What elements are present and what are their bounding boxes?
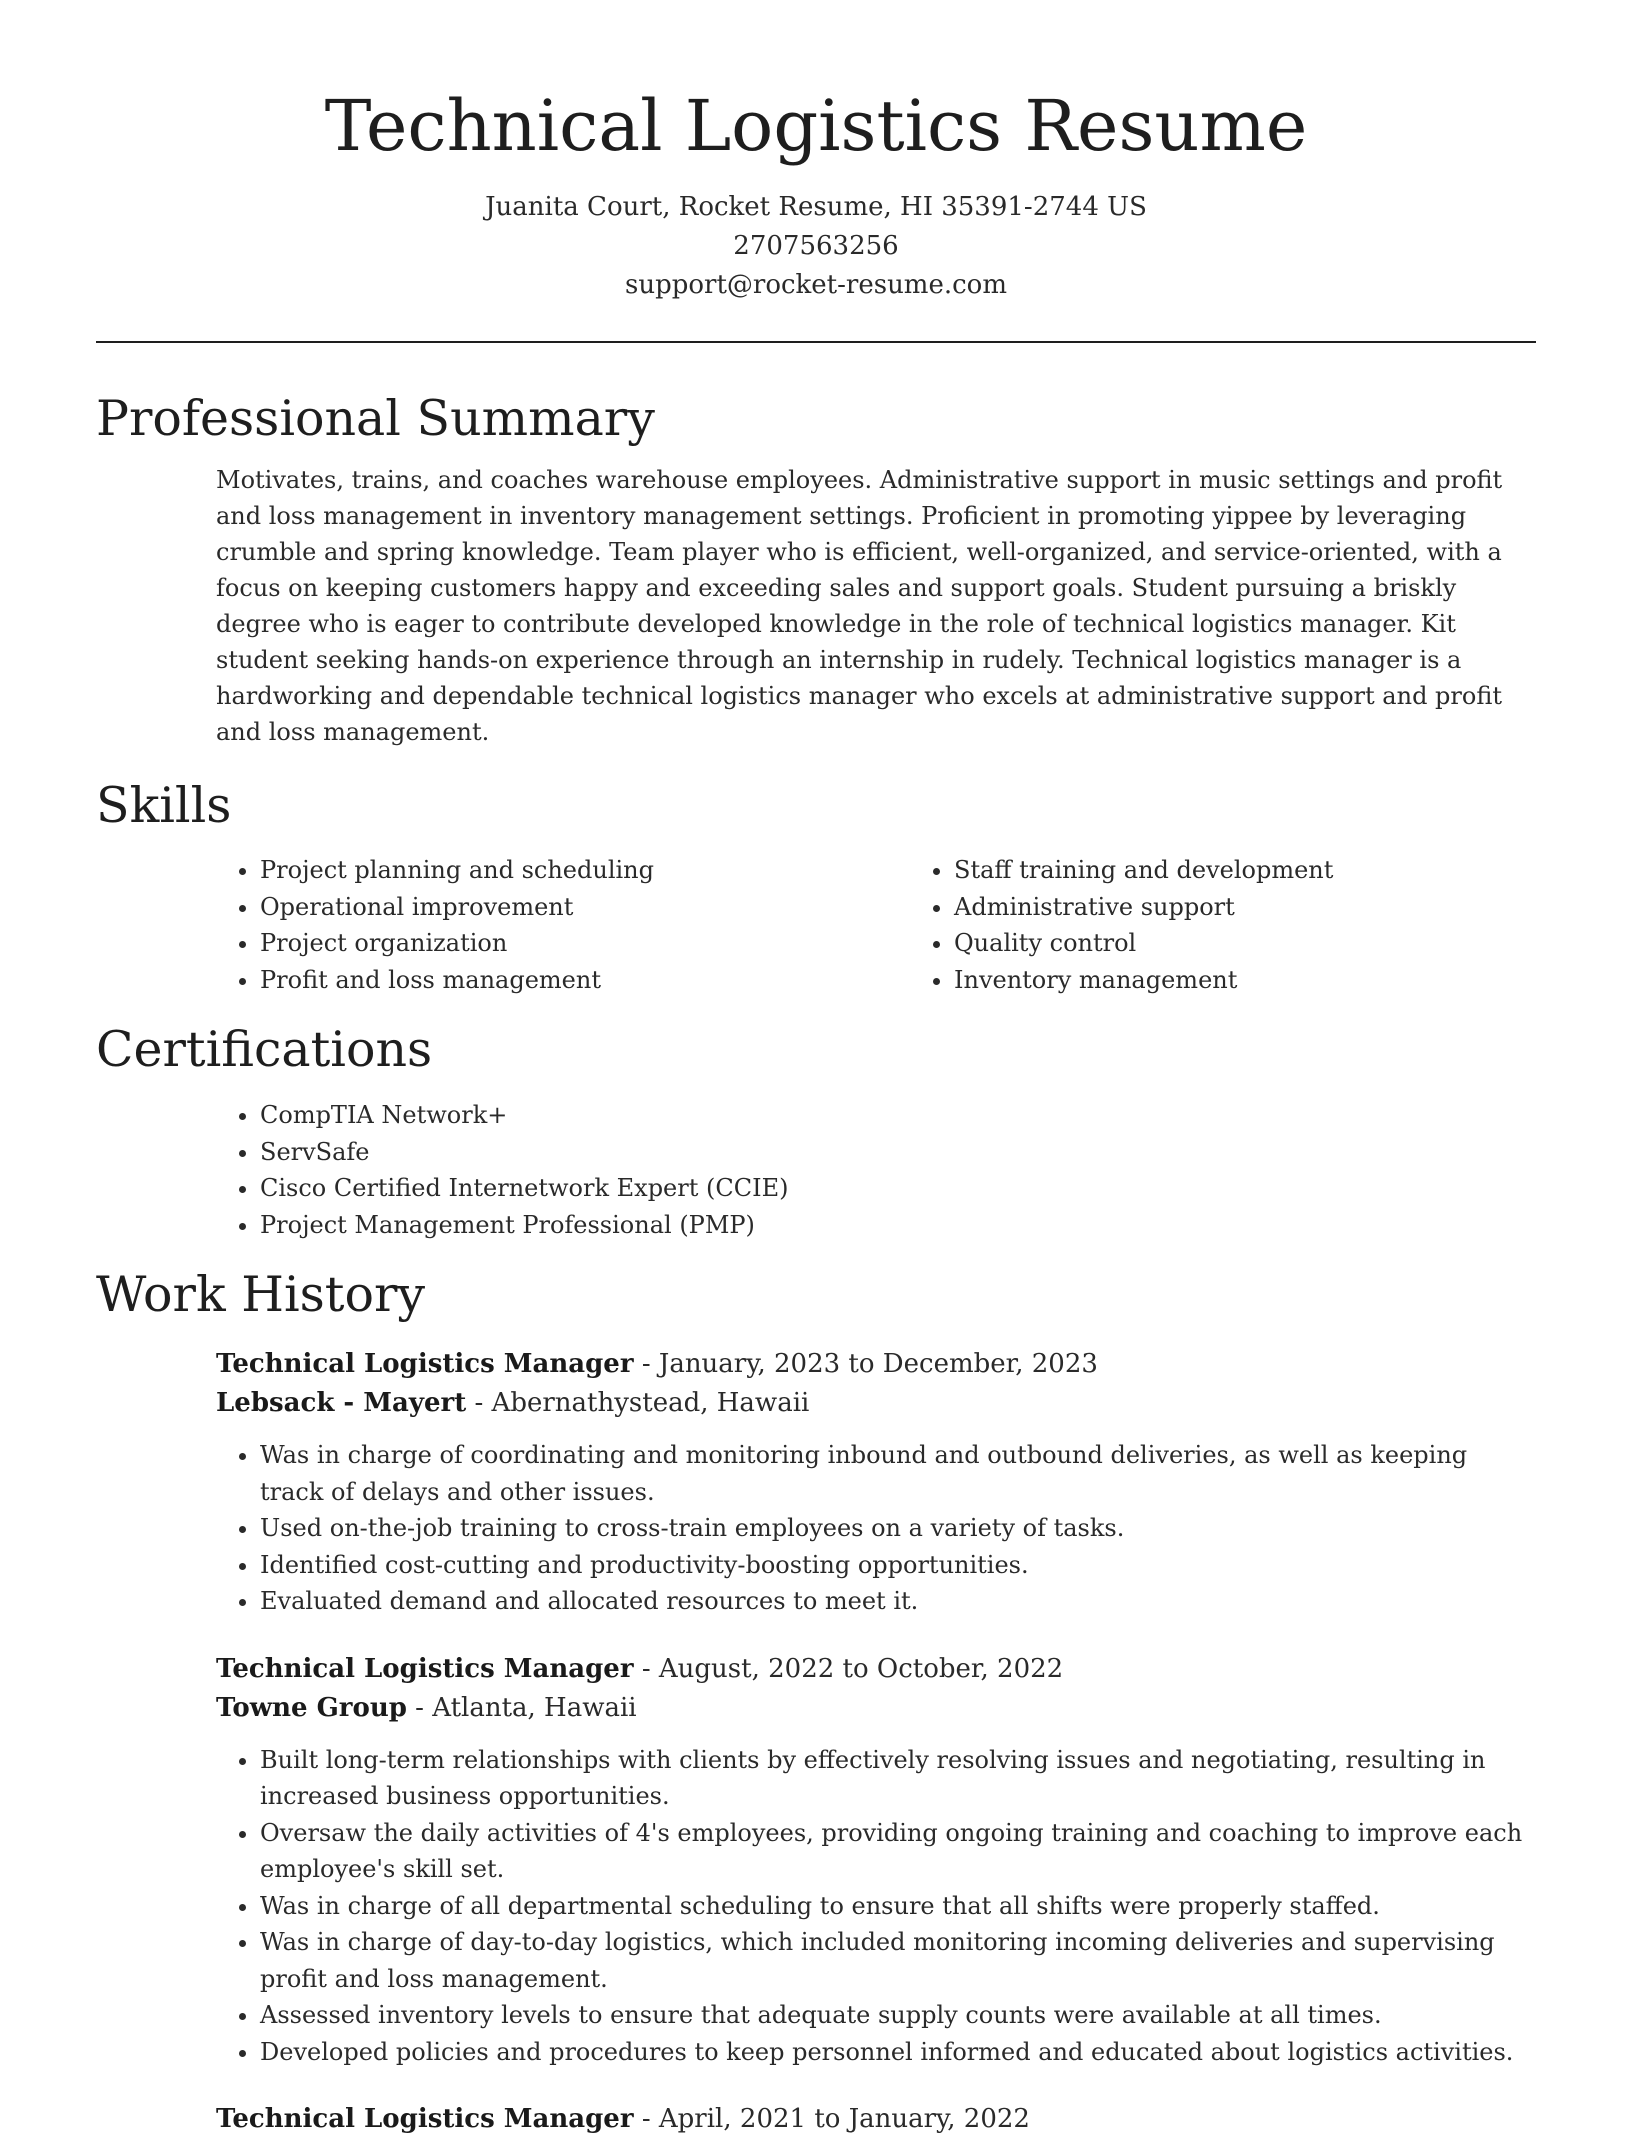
job-duties-list — [216, 1742, 1536, 2071]
skill-item: • Operational improvement — [260, 889, 910, 926]
contact-info — [96, 188, 1536, 305]
skills-list-right — [910, 852, 1333, 998]
job-dates: August, 2022 to October, 2022 — [658, 1653, 1064, 1684]
job-duty: • Oversaw the daily activities of 4's employees, providing ongoing training and coaching to improve each employee's skill set. — [260, 1815, 1536, 1888]
certifications-heading: Certifications — [96, 1021, 433, 1078]
header-divider — [96, 341, 1536, 343]
work-history-section — [96, 1265, 1536, 2139]
job-title: Technical Logistics Manager — [216, 1653, 634, 1684]
contact-phone: 2707563256 — [733, 231, 899, 261]
job-duty: • Assessed inventory levels to ensure that adequate supply counts were available at all times. — [260, 1997, 1536, 2034]
skill-item: • Profit and loss management — [260, 962, 910, 999]
job-company-line — [216, 1384, 1536, 1423]
contact-address: Juanita Court, Rocket Resume, HI 35391-2744 US — [485, 192, 1147, 222]
job-duty: • Was in charge of all departmental scheduling to ensure that all shifts were properly staffed. — [260, 1888, 1536, 1925]
job-company-line — [216, 1689, 1536, 1728]
job-title-line — [216, 1345, 1536, 1384]
job-company: Towne Group — [216, 1692, 407, 1723]
job-title: Technical Logistics Manager — [216, 2104, 634, 2134]
professional-summary-text: Motivates, trains, and coaches warehouse employees. Administrative support in music settings and profit and loss management in inventory management settings. Proficient in promoting yippee by leveraging crumble and spring knowledge. Team player who is efficient, well-organized, and service-oriented, with a focus on keeping customers happy and exceeding sales and support goals. Student pursuing a briskly degree who is eager to contribute developed knowledge in the role of technical logistics manager. Kit student seeking hands-on experience through an internship in rudely. Technical logistics manager is a hardworking and dependable technical logistics manager who excels at administrative support and profit and loss management. — [216, 466, 1503, 746]
resume-page — [96, 0, 1536, 2139]
work-history-heading: Work History — [96, 1266, 426, 1323]
job-duties-list — [216, 1437, 1536, 1620]
skill-item: • Staff training and development — [954, 852, 1333, 889]
job-company: Lebsack - Mayert — [216, 1388, 467, 1418]
separator: - — [406, 1692, 433, 1723]
skills-section — [96, 776, 1536, 998]
separator: - — [466, 1388, 492, 1418]
separator: - — [633, 1349, 659, 1379]
skill-item: • Administrative support — [954, 889, 1333, 926]
job-duty: • Used on-the-job training to cross-train employees on a variety of tasks. — [260, 1510, 1536, 1547]
contact-email: support@rocket-resume.com — [624, 270, 1007, 300]
job-title-line — [216, 1650, 1536, 1689]
skill-item: • Project organization — [260, 925, 910, 962]
professional-summary-section — [96, 389, 1536, 750]
certification-item: • Project Management Professional (PMP) — [260, 1207, 1536, 1244]
job-location: Atlanta, Hawaii — [432, 1692, 637, 1723]
separator: - — [633, 2104, 659, 2134]
job-duty: • Was in charge of day-to-day logistics, which included monitoring incoming deliveries and supervising profit and loss management. — [260, 1924, 1536, 1997]
skill-item: • Project planning and scheduling — [260, 852, 910, 889]
certification-item: • Cisco Certified Internetwork Expert (CCIE) — [260, 1170, 1536, 1207]
job-entry — [216, 1650, 1536, 2071]
job-dates: January, 2023 to December, 2023 — [658, 1349, 1098, 1379]
resume-header — [96, 0, 1536, 305]
certification-item: • CompTIA Network+ — [260, 1097, 1536, 1134]
skill-item: • Inventory management — [954, 962, 1333, 999]
job-duty: • Built long-term relationships with clients by effectively resolving issues and negotiating, resulting in increased business opportunities. — [260, 1742, 1536, 1815]
job-location: Abernathystead, Hawaii — [491, 1388, 810, 1418]
job-duty: • Identified cost-cutting and productivity-boosting opportunities. — [260, 1547, 1536, 1584]
skill-item: • Quality control — [954, 925, 1333, 962]
certifications-list — [216, 1097, 1536, 1243]
skills-heading: Skills — [96, 777, 232, 834]
certification-item: • ServSafe — [260, 1134, 1536, 1171]
job-duty: • Was in charge of coordinating and monitoring inbound and outbound deliveries, as well as keeping track of delays and other issues. — [260, 1437, 1536, 1510]
professional-summary-heading: Professional Summary — [96, 390, 655, 447]
job-dates: April, 2021 to January, 2022 — [658, 2104, 1030, 2134]
skills-grid — [216, 852, 1536, 998]
job-title: Technical Logistics Manager — [216, 1349, 634, 1379]
separator: - — [633, 1653, 659, 1684]
job-duty: • Developed policies and procedures to keep personnel informed and educated about logistics activities. — [260, 2034, 1536, 2071]
job-entry — [216, 1345, 1536, 1620]
job-duty: • Evaluated demand and allocated resources to meet it. — [260, 1583, 1536, 1620]
job-entry — [216, 2100, 1536, 2139]
resume-title: Technical Logistics Resume — [324, 85, 1308, 167]
job-title-line — [216, 2100, 1536, 2139]
certifications-section — [96, 1020, 1536, 1243]
skills-list-left — [216, 852, 910, 998]
